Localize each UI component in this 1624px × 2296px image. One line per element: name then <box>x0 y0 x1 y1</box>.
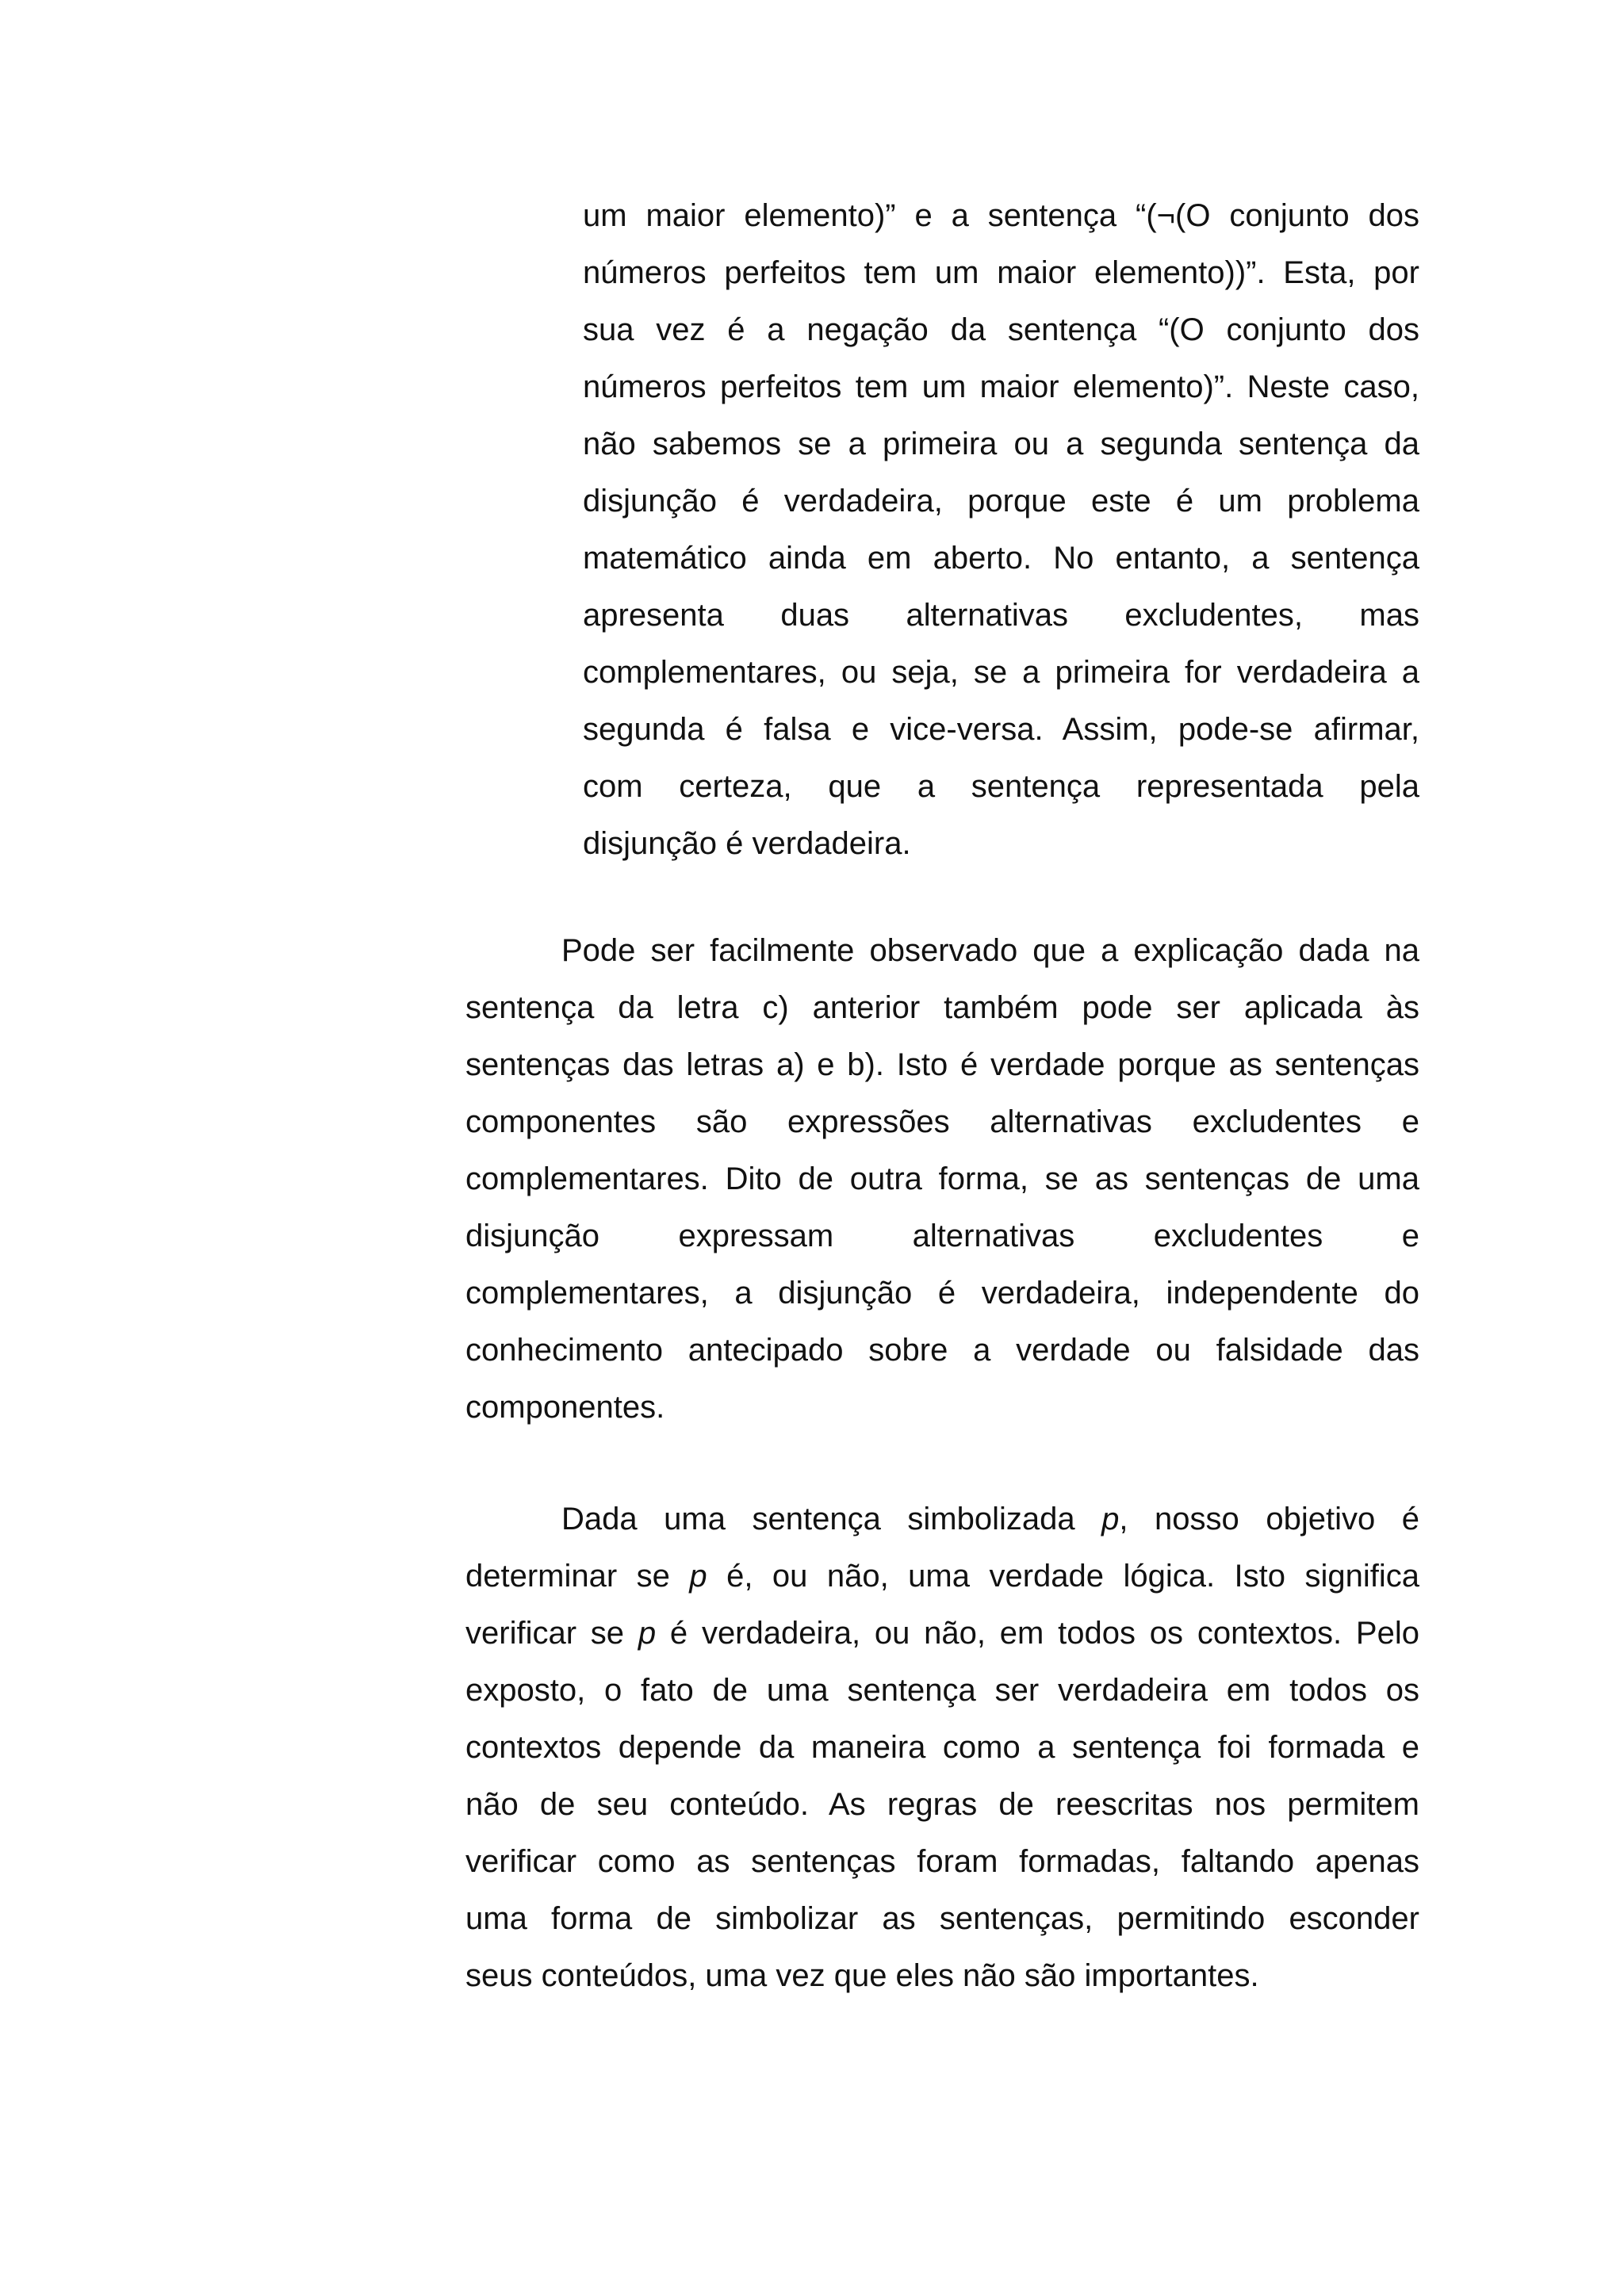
text-segment: determinar se <box>465 1559 690 1594</box>
text-segment: verificar se <box>465 1616 638 1651</box>
text-segment: é verdadeira, ou não, em todos os contextos. Pelo <box>656 1616 1419 1651</box>
text-line: uma forma de simbolizar as sentenças, permitindo esconder <box>465 1901 1419 1936</box>
text-line: complementares. Dito de outra forma, se as sentenças de uma <box>465 1161 1419 1196</box>
text-line: sentença da letra c) anterior também pode ser aplicada às <box>465 990 1419 1025</box>
text-line <box>465 1605 1419 1662</box>
text-line: sua vez é a negação da sentença “(O conjunto dos <box>583 312 1419 347</box>
text-line: conhecimento antecipado sobre a verdade ou falsidade das <box>465 1333 1419 1368</box>
variable-p: p <box>689 1559 707 1594</box>
text-line: com certeza, que a sentença representada pela <box>583 769 1419 804</box>
text-line: complementares, ou seja, se a primeira for verdadeira a <box>583 655 1419 690</box>
text-line: disjunção é verdadeira, porque este é um problema <box>583 484 1419 519</box>
text-line: não sabemos se a primeira ou a segunda sentença da <box>583 427 1419 461</box>
text-line: números perfeitos tem um maior elemento))”. Esta, por <box>583 255 1419 290</box>
text-line: um maior elemento)” e a sentença “(¬(O conjunto dos <box>583 198 1419 233</box>
text-line: componentes. <box>465 1390 665 1425</box>
text-line <box>465 1548 1419 1605</box>
text-line: disjunção expressam alternativas excludentes e <box>465 1219 1419 1253</box>
text-line: não de seu conteúdo. As regras de reescritas nos permitem <box>465 1787 1419 1822</box>
text-line: exposto, o fato de uma sentença ser verdadeira em todos os <box>465 1673 1419 1708</box>
text-line: matemático ainda em aberto. No entanto, a sentença <box>583 541 1419 576</box>
text-line: seus conteúdos, uma vez que eles não são importantes. <box>465 1958 1259 1993</box>
text-line: Pode ser facilmente observado que a explicação dada na <box>561 933 1419 968</box>
text-line: apresenta duas alternativas excludentes, mas <box>583 598 1419 633</box>
text-line: contextos depende da maneira como a sentença foi formada e <box>465 1730 1419 1765</box>
text-line: complementares, a disjunção é verdadeira, independente do <box>465 1276 1419 1311</box>
text-line: sentenças das letras a) e b). Isto é verdade porque as sentenças <box>465 1047 1419 1082</box>
variable-p: p <box>1101 1502 1120 1536</box>
text-line: verificar como as sentenças foram formadas, faltando apenas <box>465 1844 1419 1879</box>
text-line: disjunção é verdadeira. <box>583 826 911 861</box>
text-line <box>561 1490 1419 1548</box>
text-line: números perfeitos tem um maior elemento)”. Neste caso, <box>583 369 1419 404</box>
text-segment: Dada uma sentença simbolizada <box>561 1502 1102 1536</box>
variable-p: p <box>638 1616 657 1651</box>
text-line: componentes são expressões alternativas excludentes e <box>465 1104 1419 1139</box>
text-segment: , nosso objetivo é <box>1119 1502 1419 1536</box>
text-line: segunda é falsa e vice-versa. Assim, pode-se afirmar, <box>583 712 1419 747</box>
text-segment: é, ou não, uma verdade lógica. Isto significa <box>707 1559 1419 1594</box>
